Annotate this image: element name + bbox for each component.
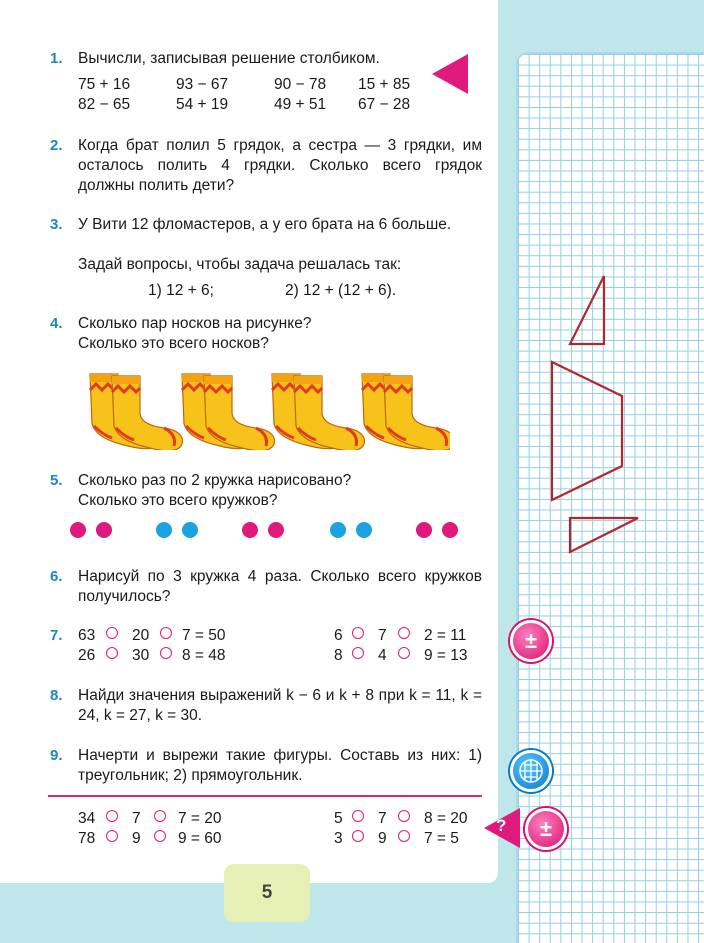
operand: 34 [78,810,96,827]
expression: 93 − 67 [176,76,229,93]
circle-pink [442,522,458,538]
circle-pink [242,522,258,538]
expression: 49 + 51 [274,96,327,113]
page-number: 5 [224,864,310,922]
task-number: 8. [50,687,63,704]
expression: 54 + 19 [176,96,229,113]
plus-minus-icon: ± [525,808,567,850]
task-text: Задай вопросы, чтобы задача решалась так: [78,256,402,273]
sock-pair [362,374,450,450]
geometric-figures [540,270,650,560]
circle-pink [70,522,86,538]
operand: 7 = 5 [424,830,459,847]
operand: 4 [378,647,387,664]
operand: 8 = 48 [182,647,226,664]
equation [334,626,484,646]
operand: 20 [132,627,150,644]
equation [78,829,278,849]
sock-pair [90,374,182,450]
expression-row [78,75,482,95]
operand: 9 = 60 [178,830,222,847]
sign-circle [160,647,172,659]
sign-circle [352,810,364,822]
operand: 9 [132,830,141,847]
right-triangle-figure [570,276,604,344]
grid-globe-icon [510,750,552,792]
task-text: Найди значения выражений k − 6 и k + 8 при k = 11, k = 24, k = 27, k = 30. [78,687,482,724]
task-text: Когда брат полил 5 грядок, а сестра — 3 грядки, им осталось полить 4 грядки. Сколько всего грядок должны полить дети? [78,137,482,194]
sign-circle [398,647,410,659]
sign-circle [398,830,410,842]
sign-circle [398,810,410,822]
task-text: У Вити 12 фломастеров, а у его брата на 6 больше. [78,216,452,233]
separator-line [48,795,482,797]
task-number: 7. [50,627,63,644]
task-number: 9. [50,747,63,764]
sign-circle [352,830,364,842]
task-text: Вычисли, записывая решение столбиком. [78,50,380,67]
expression: 82 − 65 [78,96,131,113]
operand: 2 = 11 [424,627,467,644]
sign-circle [154,830,166,842]
sign-circle [106,627,118,639]
task-text: Сколько раз по 2 кружка нарисовано? [78,472,352,489]
circle-blue [330,522,346,538]
task-number: 4. [50,315,63,332]
equation [78,646,278,666]
equation [78,626,278,646]
trapezoid-figure [552,362,622,500]
task-number: 6. [50,568,63,585]
circle-blue [356,522,372,538]
socks-illustration [80,366,450,450]
equation [334,829,484,849]
task-number: 2. [50,137,63,154]
operand: 7 [132,810,141,827]
task-number: 3. [50,216,63,233]
task-text: Сколько это всего кружков? [78,492,278,509]
sign-circle [160,627,172,639]
operand: 8 = 20 [424,810,468,827]
operand: 7 = 20 [178,810,222,827]
triangle-figure [570,518,638,552]
circle-blue [156,522,172,538]
expression-row [78,95,482,115]
equation [78,809,278,829]
operand: 63 [78,627,96,644]
equation [334,646,484,666]
operand: 30 [132,647,150,664]
operand: 5 [334,810,343,827]
sign-circle [106,647,118,659]
equation [334,809,484,829]
operand: 7 [378,627,387,644]
option-1: 1) 12 + 6; [148,282,214,299]
question-mark: ? [496,816,507,835]
circle-pink [96,522,112,538]
sign-circle [398,627,410,639]
circle-blue [182,522,198,538]
expression: 15 + 85 [358,76,411,93]
operand: 7 [378,810,387,827]
sign-circle [154,810,166,822]
operand: 9 [378,830,387,847]
plus-minus-icon: ± [510,620,552,662]
circle-pink [416,522,432,538]
operand: 9 = 13 [424,647,468,664]
task-text: Нарисуй по 3 кружка 4 раза. Сколько всего кружков получилось? [78,568,482,605]
task-text: Сколько пар носков на рисунке? [78,315,312,332]
sock-pair [182,374,274,450]
task-number: 5. [50,472,63,489]
operand: 7 = 50 [182,627,226,644]
operand: 26 [78,647,96,664]
option-2: 2) 12 + (12 + 6). [285,282,397,299]
operand: 78 [78,830,96,847]
expression: 90 − 78 [274,76,327,93]
task-number: 1. [50,50,63,67]
sign-circle [352,647,364,659]
sign-circle [106,830,118,842]
operand: 8 [334,647,343,664]
sign-circle [352,627,364,639]
circle-pink [268,522,284,538]
expression: 67 − 28 [358,96,411,113]
task-text: Сколько это всего носков? [78,335,269,352]
task-text: Начерти и вырежи такие фигуры. Составь из них: 1) треугольник; 2) прямоугольник. [78,747,482,784]
sock-pair [272,374,364,450]
expression: 75 + 16 [78,76,131,93]
operand: 6 [334,627,343,644]
sign-circle [106,810,118,822]
operand: 3 [334,830,343,847]
